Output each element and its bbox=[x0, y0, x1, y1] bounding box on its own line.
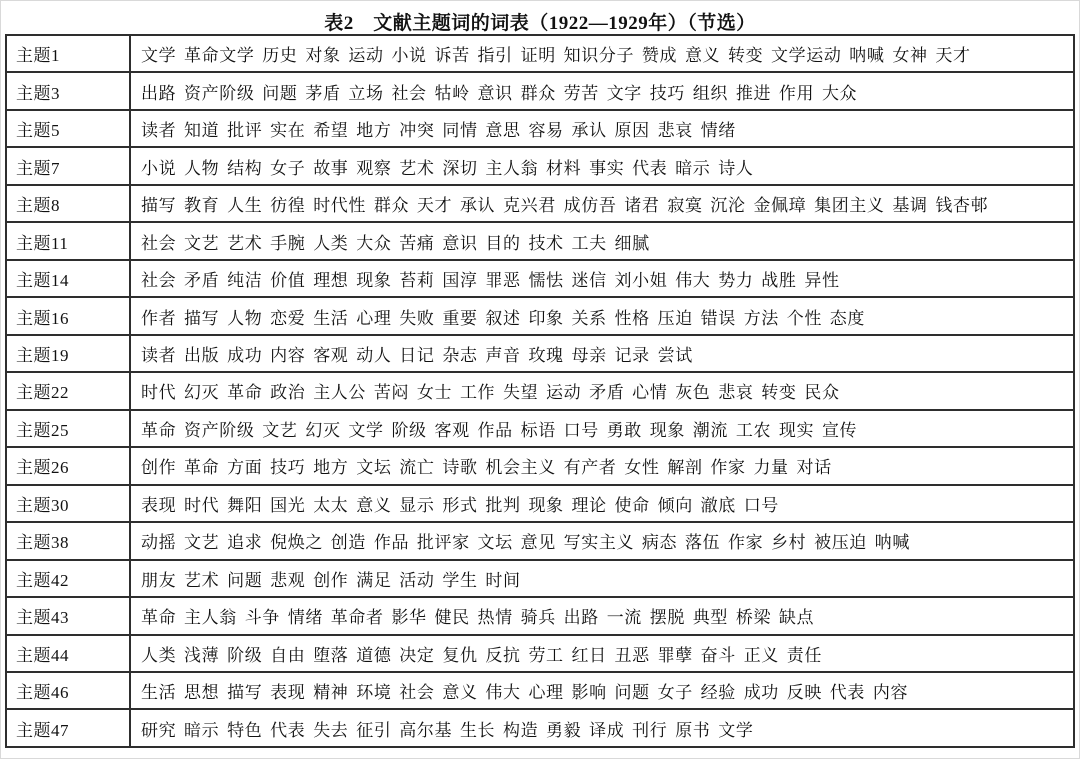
table-row bbox=[6, 485, 1074, 522]
table-row bbox=[6, 410, 1074, 447]
table-row bbox=[6, 447, 1074, 484]
topic-words: 小说 人物 结构 女子 故事 观察 艺术 深切 主人翁 材料 事实 代表 暗示 诗人 bbox=[130, 147, 1074, 184]
topic-words: 出路 资产阶级 问题 茅盾 立场 社会 牯岭 意识 群众 劳苦 文字 技巧 组织 推进 作用 大众 bbox=[130, 72, 1074, 109]
table-row bbox=[6, 110, 1074, 147]
table-row bbox=[6, 72, 1074, 109]
topic-label: 主题46 bbox=[6, 672, 130, 709]
topic-label: 主题14 bbox=[6, 260, 130, 297]
table-row bbox=[6, 147, 1074, 184]
table-row bbox=[6, 35, 1074, 72]
topic-words: 革命 主人翁 斗争 情绪 革命者 影华 健民 热情 骑兵 出路 一流 摆脱 典型 桥梁 缺点 bbox=[130, 597, 1074, 634]
topic-words: 研究 暗示 特色 代表 失去 征引 高尔基 生长 构造 勇毅 译成 刊行 原书 文学 bbox=[130, 709, 1074, 747]
table-row bbox=[6, 372, 1074, 409]
topic-label: 主题11 bbox=[6, 222, 130, 259]
table-row bbox=[6, 709, 1074, 747]
topic-label: 主题16 bbox=[6, 297, 130, 334]
topic-words: 时代 幻灭 革命 政治 主人公 苦闷 女士 工作 失望 运动 矛盾 心情 灰色 悲哀 转变 民众 bbox=[130, 372, 1074, 409]
topic-word-table bbox=[5, 34, 1075, 748]
table-row bbox=[6, 297, 1074, 334]
table-row bbox=[6, 597, 1074, 634]
topic-words: 动摇 文艺 追求 倪焕之 创造 作品 批评家 文坛 意见 写实主义 病态 落伍 作家 乡村 被压迫 呐喊 bbox=[130, 522, 1074, 559]
topic-label: 主题38 bbox=[6, 522, 130, 559]
topic-words: 文学 革命文学 历史 对象 运动 小说 诉苦 指引 证明 知识分子 赞成 意义 转变 文学运动 呐喊 女神 天才 bbox=[130, 35, 1074, 72]
topic-words: 朋友 艺术 问题 悲观 创作 满足 活动 学生 时间 bbox=[130, 560, 1074, 597]
topic-words: 革命 资产阶级 文艺 幻灭 文学 阶级 客观 作品 标语 口号 勇敢 现象 潮流 工农 现实 宣传 bbox=[130, 410, 1074, 447]
table-row bbox=[6, 635, 1074, 672]
topic-words: 描写 教育 人生 彷徨 时代性 群众 天才 承认 克兴君 成仿吾 诸君 寂寞 沉沦 金佩璋 集团主义 基调 钱杏邨 bbox=[130, 185, 1074, 222]
topic-label: 主题3 bbox=[6, 72, 130, 109]
topic-words: 表现 时代 舞阳 国光 太太 意义 显示 形式 批判 现象 理论 使命 倾向 澈底 口号 bbox=[130, 485, 1074, 522]
topic-words: 人类 浅薄 阶级 自由 堕落 道德 决定 复仇 反抗 劳工 红日 丑恶 罪孽 奋斗 正义 责任 bbox=[130, 635, 1074, 672]
topic-label: 主题25 bbox=[6, 410, 130, 447]
topic-words: 读者 知道 批评 实在 希望 地方 冲突 同情 意思 容易 承认 原因 悲哀 情绪 bbox=[130, 110, 1074, 147]
topic-words: 社会 文艺 艺术 手腕 人类 大众 苦痛 意识 目的 技术 工夫 细腻 bbox=[130, 222, 1074, 259]
topic-label: 主题26 bbox=[6, 447, 130, 484]
topic-label: 主题5 bbox=[6, 110, 130, 147]
topic-label: 主题8 bbox=[6, 185, 130, 222]
table-row bbox=[6, 185, 1074, 222]
table-row bbox=[6, 522, 1074, 559]
topic-words: 读者 出版 成功 内容 客观 动人 日记 杂志 声音 玫瑰 母亲 记录 尝试 bbox=[130, 335, 1074, 372]
topic-label: 主题19 bbox=[6, 335, 130, 372]
table-row bbox=[6, 335, 1074, 372]
topic-label: 主题47 bbox=[6, 709, 130, 747]
table-row bbox=[6, 222, 1074, 259]
table-row bbox=[6, 560, 1074, 597]
topic-words: 生活 思想 描写 表现 精神 环境 社会 意义 伟大 心理 影响 问题 女子 经验 成功 反映 代表 内容 bbox=[130, 672, 1074, 709]
table-row bbox=[6, 672, 1074, 709]
topic-label: 主题44 bbox=[6, 635, 130, 672]
table-title: 表2 文献主题词的词表（1922—1929年）（节选） bbox=[324, 13, 756, 34]
topic-label: 主题30 bbox=[6, 485, 130, 522]
topic-words: 创作 革命 方面 技巧 地方 文坛 流亡 诗歌 机会主义 有产者 女性 解剖 作家 力量 对话 bbox=[130, 447, 1074, 484]
topic-label: 主题43 bbox=[6, 597, 130, 634]
topic-label: 主题22 bbox=[6, 372, 130, 409]
topic-label: 主题42 bbox=[6, 560, 130, 597]
table-row bbox=[6, 260, 1074, 297]
topic-label: 主题1 bbox=[6, 35, 130, 72]
topic-label: 主题7 bbox=[6, 147, 130, 184]
topic-words: 社会 矛盾 纯洁 价值 理想 现象 苔莉 国淳 罪恶 懦怯 迷信 刘小姐 伟大 势力 战胜 异性 bbox=[130, 260, 1074, 297]
topic-table-body bbox=[6, 35, 1074, 747]
topic-words: 作者 描写 人物 恋爱 生活 心理 失败 重要 叙述 印象 关系 性格 压迫 错误 方法 个性 态度 bbox=[130, 297, 1074, 334]
